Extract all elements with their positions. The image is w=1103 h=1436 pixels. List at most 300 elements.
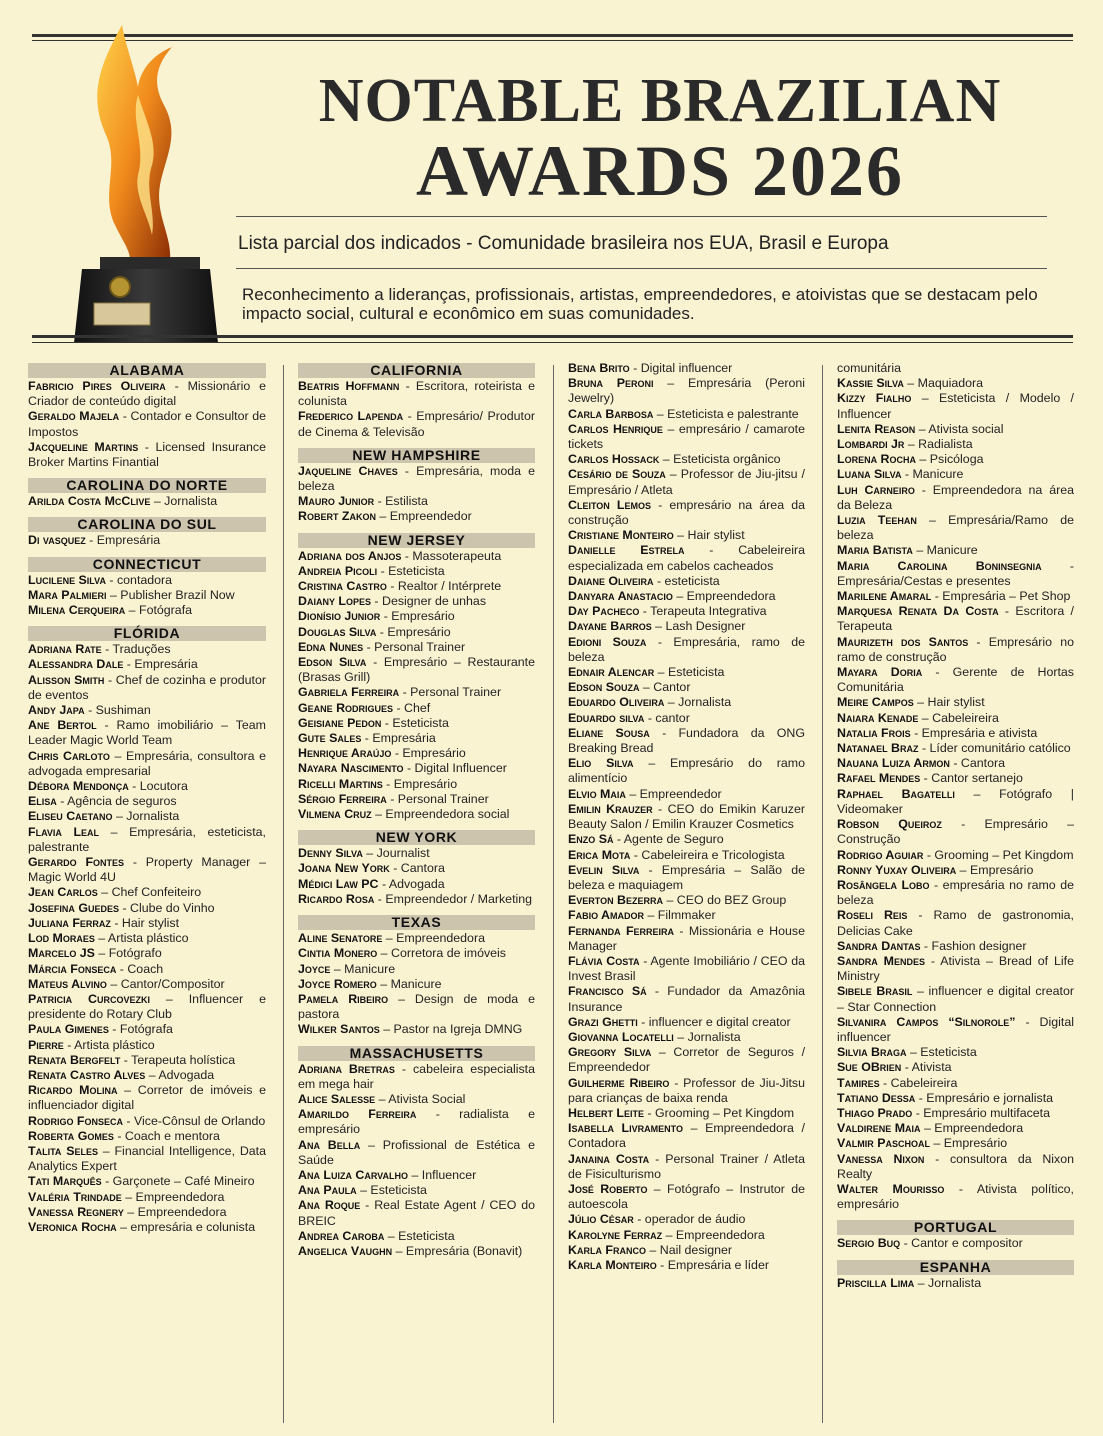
nominee-name: Beatris Hoffmann bbox=[298, 379, 400, 393]
header-bottom-rule bbox=[32, 335, 1073, 338]
state-heading: TEXAS bbox=[298, 915, 535, 930]
nominee-name: Giovanna Locatelli bbox=[568, 1029, 674, 1044]
nominee-description: - Garçonete – Café Mineiro bbox=[101, 1174, 255, 1189]
nominee-description: - Hair stylist bbox=[110, 915, 180, 930]
nominee-entry bbox=[298, 655, 535, 685]
nominee-name: Milena Cerqueira bbox=[28, 603, 126, 618]
nominee-entry bbox=[28, 931, 266, 946]
nominee-entry bbox=[28, 1053, 266, 1068]
nominee-description: - Empresário e jornalista bbox=[915, 1090, 1054, 1105]
nominee-description: – Design de moda e pastora bbox=[298, 991, 535, 1022]
nominee-entry bbox=[568, 954, 805, 984]
nominee-description: - Digital Influencer bbox=[403, 761, 507, 776]
nominee-name: Josefina Guedes bbox=[28, 900, 119, 915]
nominee-name: Eliseu Caetano bbox=[28, 809, 113, 824]
nominee-entry bbox=[298, 379, 535, 409]
nominee-entry bbox=[298, 594, 535, 609]
nominee-name: Douglas Silva bbox=[298, 624, 377, 639]
nominee-entry bbox=[28, 603, 266, 618]
nominee-name: Isabella Livramento bbox=[568, 1121, 683, 1136]
nominee-description: - cantor bbox=[644, 710, 690, 725]
nominee-description: – Artista plástico bbox=[94, 931, 189, 946]
nominee-name: Frederico Lapenda bbox=[298, 409, 404, 424]
nominee-entry bbox=[837, 635, 1074, 665]
state-heading: ESPANHA bbox=[837, 1260, 1074, 1275]
nominee-name: Meire Campos bbox=[837, 695, 914, 710]
subtitle: Lista parcial dos indicados - Comunidade brasileira nos EUA, Brasil e Europa bbox=[238, 233, 889, 254]
nominee-description: – empresária e colunista bbox=[116, 1219, 256, 1234]
nominee-name: Enzo Sá bbox=[568, 832, 614, 847]
nominee-entry bbox=[298, 701, 535, 716]
state-heading: ALABAMA bbox=[28, 363, 266, 378]
nominee-name: Eliane Sousa bbox=[568, 725, 650, 740]
nominee-entry bbox=[28, 573, 266, 588]
nominee-name: Sergio Buq bbox=[837, 1236, 901, 1251]
state-heading: CAROLINA DO SUL bbox=[28, 517, 266, 532]
nominee-description: - Escritora / Terapeuta bbox=[837, 604, 1074, 634]
nominee-description: – Psicóloga bbox=[915, 452, 984, 467]
nominee-entry bbox=[28, 588, 266, 603]
nominee-entry bbox=[837, 1091, 1074, 1106]
nominee-description: - Empresário multifaceta bbox=[912, 1105, 1051, 1120]
nominee-name: Cesário de Souza bbox=[568, 467, 666, 482]
nominee-description: – Chef Confeiteiro bbox=[97, 885, 202, 900]
nominee-name: Henrique Araújo bbox=[298, 746, 392, 761]
nominee-entry bbox=[568, 1212, 805, 1227]
nominee-entry bbox=[837, 361, 1074, 376]
nominee-name: Marquesa Renata Da Costa bbox=[837, 604, 999, 619]
nominee-name: Adriana Rate bbox=[28, 642, 102, 657]
nominee-entry bbox=[28, 533, 266, 548]
nominee-description: - Empreendedora na área da Beleza bbox=[837, 482, 1074, 512]
nominee-entry bbox=[568, 543, 805, 573]
nominee-description: – Jornalista bbox=[150, 494, 218, 509]
nominee-entry bbox=[837, 726, 1074, 741]
nominee-entry bbox=[837, 665, 1074, 695]
nominee-entry bbox=[568, 452, 805, 467]
nominee-name: Eduardo Oliveira bbox=[568, 695, 665, 710]
nominee-description: – Empresária (Peroni Jewelry) bbox=[568, 376, 805, 406]
nominee-description: - Empresária, moda e beleza bbox=[298, 463, 535, 494]
nominee-description: - empresária no ramo de beleza bbox=[837, 877, 1074, 908]
nominee-name: Alessandra Dale bbox=[28, 657, 124, 672]
nominee-description: - Ativista político, empresário bbox=[837, 1181, 1074, 1212]
nominee-description: - Cabeleireira especializada em cabelos cacheados bbox=[568, 543, 805, 573]
nominee-entry bbox=[298, 549, 535, 564]
nominee-description: - influencer e digital creator bbox=[637, 1014, 791, 1029]
nominee-entry bbox=[837, 1015, 1074, 1045]
nominee-description: – Professor de Jiu-jitsu / Empresário / Atleta bbox=[568, 467, 805, 497]
nominee-entry bbox=[28, 809, 266, 824]
nominee-entry bbox=[837, 711, 1074, 726]
nominee-description: - Empresária – Pet Shop bbox=[931, 589, 1071, 604]
nominee-name: Erica Mota bbox=[568, 847, 631, 862]
nominee-entry bbox=[298, 746, 535, 761]
nominee-entry bbox=[298, 792, 535, 807]
nominee-description: – Esteticista bbox=[906, 1045, 977, 1060]
nominee-name: Lorena Rocha bbox=[837, 452, 916, 467]
nominee-description: comunitária bbox=[837, 361, 902, 375]
nominee-entry bbox=[837, 1276, 1074, 1291]
nominee-description: – Nail designer bbox=[645, 1242, 733, 1257]
nominee-name: Roseli Reis bbox=[837, 908, 908, 923]
nominee-name: Karla Franco bbox=[568, 1242, 646, 1257]
tagline: Reconhecimento a lideranças, profissionais, artistas, empreendedores, e atoivistas que se destacam pelo impacto social, cultural e econômico em suas comunidades. bbox=[242, 285, 1038, 323]
nominee-entry bbox=[28, 1083, 266, 1113]
nominee-description: - Traduções bbox=[101, 642, 171, 657]
nominee-entry bbox=[568, 863, 805, 893]
nominee-name: Bruna Peroni bbox=[568, 376, 654, 391]
nominee-description: - Missionário e Criador de conteúdo digital bbox=[28, 379, 266, 409]
nominee-description: – Empreendedora bbox=[121, 1189, 225, 1204]
nominee-entry bbox=[298, 564, 535, 579]
nominee-name: Ana Luiza Carvalho bbox=[298, 1167, 409, 1182]
nominee-entry bbox=[568, 848, 805, 863]
nominee-description: - Empresário no ramo de construção bbox=[837, 634, 1074, 664]
nominee-entry bbox=[568, 467, 805, 497]
nominee-description: – Fotógrafa bbox=[125, 603, 193, 618]
nominee-entry bbox=[568, 574, 805, 589]
nominee-entry bbox=[298, 931, 535, 946]
nominee-name: Valéria Trindade bbox=[28, 1189, 122, 1204]
nominee-description: – Hair stylist bbox=[913, 695, 985, 710]
state-heading: CAROLINA DO NORTE bbox=[28, 478, 266, 493]
nominee-description: - Empresário/ Produtor de Cinema & Televisão bbox=[298, 409, 535, 439]
nominee-name: Mayara Doria bbox=[837, 665, 923, 680]
nominee-entry bbox=[28, 1220, 266, 1235]
nominee-entry bbox=[837, 437, 1074, 452]
nominee-name: Sérgio Ferreira bbox=[298, 791, 387, 806]
nominee-name: Priscilla Lima bbox=[837, 1275, 915, 1290]
nominee-description: – Empresário do ramo alimentício bbox=[568, 756, 805, 786]
nominee-entry bbox=[298, 1107, 535, 1137]
subtitle-bottom-rule bbox=[236, 268, 1047, 269]
nominee-name: Médici Law PC bbox=[298, 876, 379, 891]
nominee-description: – Lash Designer bbox=[651, 619, 746, 634]
nominee-entry bbox=[568, 711, 805, 726]
nominee-entry bbox=[298, 685, 535, 700]
nominee-name: Tati Marquês bbox=[28, 1174, 102, 1189]
nominee-entry bbox=[298, 1022, 535, 1037]
state-heading: NEW HAMPSHIRE bbox=[298, 448, 535, 463]
nominee-entry bbox=[568, 1182, 805, 1212]
nominee-description: - Ativista bbox=[901, 1060, 952, 1075]
nominee-name: Ricelli Martins bbox=[298, 776, 383, 791]
nominee-name: Joyce bbox=[298, 961, 331, 976]
nominee-entry bbox=[568, 984, 805, 1014]
nominee-description: – CEO do BEZ Group bbox=[663, 893, 787, 908]
nominee-description: – Empresária, consultora e advogada empresarial bbox=[28, 748, 266, 778]
nominee-description: – Pastor na Igreja DMNG bbox=[379, 1022, 523, 1037]
nominee-description: – Journalist bbox=[362, 846, 430, 861]
nominee-name: Helbert Leite bbox=[568, 1105, 644, 1120]
nominee-description: – Empreendedora social bbox=[371, 807, 510, 822]
state-heading: NEW JERSEY bbox=[298, 533, 535, 548]
nominee-description: - Advogada bbox=[378, 876, 445, 891]
nominee-description: - Fotógrafa bbox=[108, 1022, 173, 1037]
nominee-name: Kizzy Fialho bbox=[837, 391, 912, 406]
nominee-name: Júlio César bbox=[568, 1212, 634, 1227]
nominee-description: - Agente de Seguro bbox=[613, 832, 724, 847]
nominee-name: Luana Silva bbox=[837, 467, 902, 482]
nominee-name: Roberta Gomes bbox=[28, 1128, 114, 1143]
nominee-entry bbox=[568, 1015, 805, 1030]
nominee-description: – Jornalista bbox=[914, 1275, 982, 1290]
nominee-description: - Empresária e ativista bbox=[910, 725, 1038, 740]
nominee-name: Elio Silva bbox=[568, 756, 634, 771]
column-2 bbox=[298, 361, 535, 1436]
nominee-name: Ronny Yuxay Oliveira bbox=[837, 862, 957, 877]
nominee-description: – Manicure bbox=[912, 543, 978, 558]
nominee-description: - Contador e Consultor de Impostos bbox=[28, 409, 266, 439]
nominee-description: – Cabeleireira bbox=[918, 710, 999, 725]
nominee-name: Marcelo JS bbox=[28, 946, 95, 961]
nominee-name: Joana New York bbox=[298, 861, 390, 876]
nominee-entry bbox=[568, 1152, 805, 1182]
nominee-entry bbox=[837, 1106, 1074, 1121]
nominee-description: - empresário na área da construção bbox=[568, 497, 805, 528]
nominee-entry bbox=[28, 825, 266, 855]
nominee-name: Edna Nunes bbox=[298, 639, 364, 654]
nominee-name: Chris Carloto bbox=[28, 748, 110, 763]
nominee-entry bbox=[28, 703, 266, 718]
nominee-name: Márcia Fonseca bbox=[28, 961, 117, 976]
nominee-name: Maria Carolina Boninsegnia bbox=[837, 558, 1042, 573]
nominee-entry bbox=[298, 625, 535, 640]
nominee-description: - Ramo imobiliário – Team Leader Magic World Team bbox=[28, 718, 266, 748]
nominee-entry bbox=[28, 855, 266, 885]
nominee-name: Jaqueline Chaves bbox=[298, 463, 398, 478]
nominee-name: Silvia Braga bbox=[837, 1045, 907, 1060]
nominee-name: Wilker Santos bbox=[298, 1022, 380, 1037]
nominee-entry bbox=[568, 680, 805, 695]
nominee-name: Maria Batista bbox=[837, 543, 913, 558]
nominee-entry bbox=[837, 391, 1074, 421]
nominee-description: - Empresário bbox=[382, 776, 458, 791]
nominee-entry bbox=[28, 992, 266, 1022]
nominee-name: Valdirene Maia bbox=[837, 1121, 921, 1136]
nominee-description: - Gerente de Hortas Comunitária bbox=[837, 665, 1074, 695]
nominee-description: – Fotógrafo | Videomaker bbox=[837, 786, 1074, 816]
nominee-entry bbox=[298, 846, 535, 861]
nominee-description: – Ativista social bbox=[915, 421, 1004, 436]
nominee-description: - Property Manager – Magic World 4U bbox=[28, 855, 266, 885]
nominee-name: Guilherme Ribeiro bbox=[568, 1075, 670, 1090]
nominee-entry bbox=[298, 1168, 535, 1183]
nominee-entry bbox=[837, 483, 1074, 513]
nominee-description: – empresário / camarote tickets bbox=[568, 421, 805, 452]
nominee-description: - Grooming – Pet Kingdom bbox=[643, 1105, 795, 1120]
nominee-description: - Terapeuta holística bbox=[120, 1052, 236, 1067]
nominee-entry bbox=[298, 861, 535, 876]
nominee-entry bbox=[298, 807, 535, 822]
nominee-description: – Ativista Social bbox=[375, 1091, 466, 1106]
nominee-entry bbox=[837, 422, 1074, 437]
nominee-name: Renata Bergfelt bbox=[28, 1052, 121, 1067]
nominee-description: - Empresária bbox=[85, 533, 161, 548]
nominee-description: – Esteticista bbox=[654, 665, 725, 680]
nominee-description: – Esteticista bbox=[356, 1183, 427, 1198]
nominee-entry bbox=[28, 977, 266, 992]
nominee-entry bbox=[568, 1076, 805, 1106]
nominee-entry bbox=[837, 543, 1074, 558]
nominee-entry bbox=[28, 1068, 266, 1083]
nominee-description: - Chef de cozinha e produtor de eventos bbox=[28, 672, 266, 702]
nominee-name: Joyce Romero bbox=[298, 976, 377, 991]
nominee-description: - Empreendedor / Marketing bbox=[374, 891, 533, 906]
nominee-description: - Empresário bbox=[380, 609, 455, 624]
nominee-entry bbox=[837, 1236, 1074, 1251]
nominee-description: - Chef bbox=[393, 700, 431, 715]
nominee-name: Mara Palmieri bbox=[28, 587, 107, 602]
nominee-entry bbox=[28, 642, 266, 657]
nominee-name: Marilene Amaral bbox=[837, 589, 932, 604]
nominee-description: – Advogada bbox=[145, 1067, 215, 1082]
nominee-description: - Empresária e líder bbox=[656, 1257, 769, 1272]
nominee-name: Tamires bbox=[837, 1075, 880, 1090]
nominee-entry bbox=[298, 946, 535, 961]
nominee-name: Evelin Silva bbox=[568, 862, 640, 877]
nominee-name: Carlos Hossack bbox=[568, 452, 660, 467]
nominee-description: - Locutora bbox=[128, 779, 188, 794]
nominee-description: – Jornalista bbox=[664, 695, 732, 710]
nominee-entry bbox=[568, 604, 805, 619]
nominee-description: - Empresário bbox=[391, 746, 466, 761]
nominee-name: Mauro Junior bbox=[298, 494, 375, 509]
nominee-name: Sibele Brasil bbox=[837, 984, 913, 999]
nominee-entry bbox=[298, 1138, 535, 1168]
nominee-description: - Cantora bbox=[389, 861, 445, 876]
nominee-entry bbox=[568, 908, 805, 923]
nominee-description: - Empresária/Cestas e presentes bbox=[837, 558, 1074, 588]
nominee-name: Rodrigo Fonseca bbox=[28, 1113, 123, 1128]
nominee-description: - Esteticista bbox=[377, 563, 445, 578]
state-heading: CONNECTICUT bbox=[28, 557, 266, 572]
nominee-description: – Empreendedora bbox=[123, 1204, 227, 1219]
nominee-name: Pierre bbox=[28, 1037, 64, 1052]
nominee-entry bbox=[837, 863, 1074, 878]
nominee-description: – Influencer e presidente do Rotary Club bbox=[28, 991, 266, 1022]
nominee-description: – Jornalista bbox=[673, 1029, 741, 1044]
nominee-description: - Empresário – Construção bbox=[837, 817, 1074, 847]
nominee-name: Flávia Costa bbox=[568, 953, 640, 968]
nominee-name: Sue OBrien bbox=[837, 1060, 902, 1075]
nominee-name: Ana Bella bbox=[298, 1137, 361, 1152]
nominee-entry bbox=[568, 498, 805, 528]
nominee-entry bbox=[568, 1121, 805, 1151]
nominee-entry bbox=[28, 1038, 266, 1053]
nominee-name: Edson Souza bbox=[568, 680, 640, 695]
nominee-description: – Empreendedora bbox=[672, 589, 776, 604]
state-heading: NEW YORK bbox=[298, 830, 535, 845]
nominee-entry bbox=[568, 802, 805, 832]
nominee-description: - Personal Trainer bbox=[363, 639, 466, 654]
nominee-name: Alice Salesse bbox=[298, 1091, 376, 1106]
nominee-entry bbox=[28, 1174, 266, 1189]
nominee-description: – Esteticista e palestrante bbox=[653, 406, 799, 421]
nominee-name: Kassie Silva bbox=[837, 376, 904, 391]
nominee-name: Dionísio Junior bbox=[298, 609, 381, 624]
nominee-name: Walter Mourisso bbox=[837, 1181, 945, 1196]
nominee-description: – Empreendedor bbox=[375, 509, 472, 524]
nominee-description: - Sushiman bbox=[84, 703, 151, 718]
nominee-entry bbox=[28, 379, 266, 409]
nominee-name: Day Pacheco bbox=[568, 604, 640, 619]
nominee-entry bbox=[837, 939, 1074, 954]
nominee-entry bbox=[298, 509, 535, 524]
nominee-description: - contadora bbox=[105, 572, 173, 587]
nominee-description: - Missionária e House Manager bbox=[568, 923, 805, 953]
nominee-columns bbox=[0, 361, 1103, 1436]
nominee-description: - Terapeuta Integrativa bbox=[639, 604, 767, 619]
nominee-description: – Influencer bbox=[408, 1167, 477, 1182]
nominee-entry bbox=[568, 1030, 805, 1045]
nominee-description: - Ativista – Bread of Life Ministry bbox=[837, 953, 1074, 984]
nominee-name: Danyara Anastacio bbox=[568, 589, 673, 604]
nominee-entry bbox=[28, 1022, 266, 1037]
nominee-entry bbox=[837, 756, 1074, 771]
nominee-name: Amarildo Ferreira bbox=[298, 1107, 417, 1122]
nominee-entry bbox=[298, 716, 535, 731]
nominee-description: – Empreendedora bbox=[382, 931, 485, 946]
nominee-name: Flavia Leal bbox=[28, 824, 100, 839]
nominee-entry bbox=[298, 494, 535, 509]
column-1 bbox=[28, 361, 266, 1436]
nominee-name: Natanael Braz bbox=[837, 741, 919, 756]
nominee-description: - Fundadora da ONG Breaking Bread bbox=[568, 725, 805, 756]
nominee-description: – Jornalista bbox=[112, 809, 180, 824]
nominee-entry bbox=[837, 771, 1074, 786]
nominee-description: - Manicure bbox=[901, 467, 964, 482]
nominee-entry bbox=[298, 464, 535, 494]
nominee-entry bbox=[837, 1121, 1074, 1136]
nominee-entry bbox=[298, 609, 535, 624]
nominee-description: - Digital influencer bbox=[837, 1014, 1074, 1044]
nominee-entry bbox=[28, 440, 266, 470]
nominee-name: Ana Paula bbox=[298, 1183, 357, 1198]
nominee-description: – Empreendedora bbox=[662, 1227, 765, 1242]
nominee-entry bbox=[837, 878, 1074, 908]
nominee-description: - Real Estate Agent / CEO do BREIC bbox=[298, 1198, 535, 1228]
nominee-name: Vanessa Regnery bbox=[28, 1204, 124, 1219]
nominee-name: Andrea Caroba bbox=[298, 1228, 385, 1243]
nominee-entry bbox=[837, 467, 1074, 482]
nominee-name: Débora Mendonça bbox=[28, 779, 129, 794]
nominee-name: Janaina Costa bbox=[568, 1151, 650, 1166]
nominee-description: - consultora da Nixon Realty bbox=[837, 1151, 1074, 1181]
nominee-description: - Empresária bbox=[361, 731, 436, 746]
nominee-name: Fabricio Pires Oliveira bbox=[28, 379, 166, 393]
nominee-entry bbox=[298, 1244, 535, 1259]
nominee-entry bbox=[28, 885, 266, 900]
nominee-entry bbox=[837, 1182, 1074, 1212]
nominee-name: Andy Japa bbox=[28, 703, 85, 718]
nominee-description: - Digital influencer bbox=[629, 361, 733, 375]
nominee-entry bbox=[837, 1136, 1074, 1151]
nominee-name: Daiany Lopes bbox=[298, 594, 371, 609]
nominee-description: - Empresária – Salão de beleza e maquiagem bbox=[568, 862, 805, 892]
nominee-entry bbox=[298, 640, 535, 655]
nominee-name: Carla Barbosa bbox=[568, 406, 654, 421]
nominee-name: Vilmena Cruz bbox=[298, 807, 372, 822]
state-heading: MASSACHUSETTS bbox=[298, 1046, 535, 1061]
nominee-entry bbox=[28, 1190, 266, 1205]
nominee-entry bbox=[568, 832, 805, 847]
nominee-name: Carlos Henrique bbox=[568, 421, 663, 436]
nominee-description: - operador de áudio bbox=[633, 1212, 746, 1227]
nominee-name: Gute Sales bbox=[298, 731, 362, 746]
nominee-entry bbox=[837, 848, 1074, 863]
